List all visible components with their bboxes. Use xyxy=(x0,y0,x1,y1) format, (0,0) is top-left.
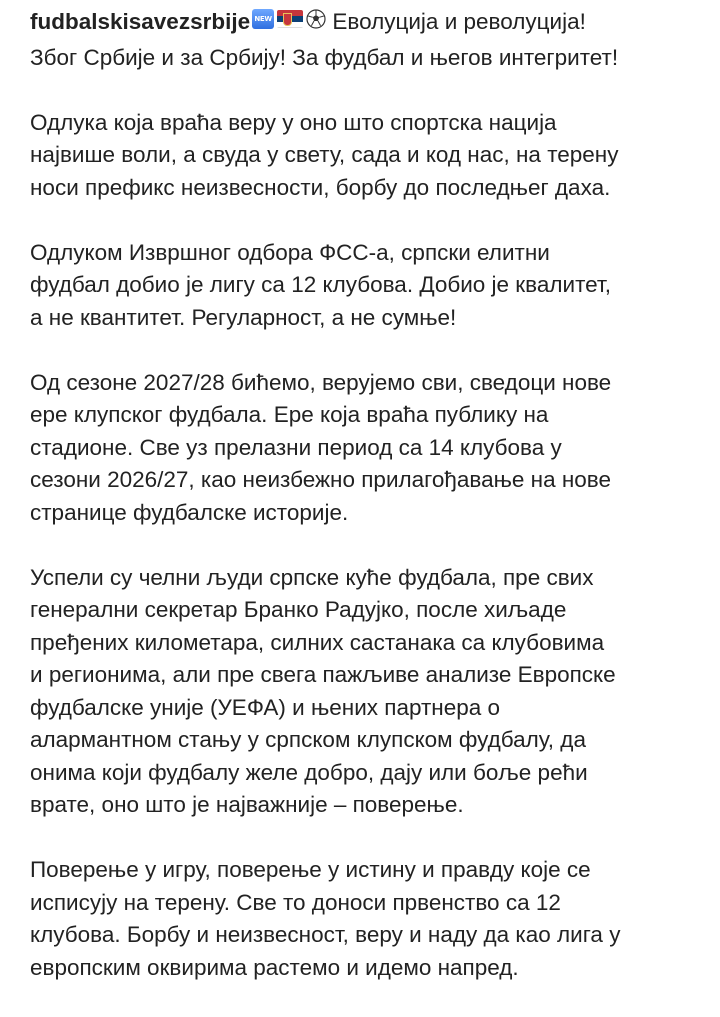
header-line-2: Због Србије и за Србију! За фудбал и његов интегритет! xyxy=(30,44,619,70)
paragraph-line: врате, оно што је најважније – поверење. xyxy=(30,792,464,817)
paragraph-line: Успели су челни људи српске куће фудбала, пре свих xyxy=(30,564,594,590)
post-caption xyxy=(30,6,714,1017)
paragraph-line: носи префикс неизвесности, борбу до последњег даха. xyxy=(30,174,611,200)
paragraph-line: генерални секретар Бранко Радујко, после хиљаде xyxy=(30,597,567,622)
serbia-flag-icon xyxy=(277,10,303,28)
new-button-icon: NEW xyxy=(252,9,274,29)
paragraph-line: пређених километара, силних састанака са клубовима xyxy=(30,629,605,655)
paragraph-line: фудбалске уније (УЕФА) и њених партнера о xyxy=(30,694,501,720)
paragraph-line: клубова. Борбу и неизвесност, веру и наду да као лига у xyxy=(30,922,621,947)
paragraph-line: Одлука која враћа веру у оно што спортска нација xyxy=(30,109,557,135)
soccer-ball-icon xyxy=(306,9,326,29)
caption-paragraph xyxy=(30,107,714,205)
paragraph-line: европским оквирима растемо и идемо напред. xyxy=(30,954,519,980)
paragraph-line: ере клупског фудбала. Ере која враћа публику на xyxy=(30,402,549,427)
caption-body xyxy=(30,107,714,985)
paragraph-line: Одлуком Извршног одбора ФСС-а, српски елитни xyxy=(30,239,550,265)
username[interactable]: fudbalskisavezsrbije xyxy=(30,9,251,34)
paragraph-line: и регионима, али пре свега пажљиве анализе Европске xyxy=(30,662,616,687)
paragraph-line: алармантном стању у српском клупском фудбалу, да xyxy=(30,727,586,752)
paragraph-line: сезони 2026/27, као неизбежно прилагођавање на нове xyxy=(30,467,612,492)
headline-text: Еволуција и револуција! xyxy=(332,9,586,34)
caption-paragraph xyxy=(30,367,714,530)
header-line-1 xyxy=(30,6,714,42)
paragraph-line: Од сезоне 2027/28 бићемо, верујемо сви, сведоци нове xyxy=(30,369,612,395)
paragraph-line: највише воли, а свуда у свету, сада и код нас, на терену xyxy=(30,142,619,167)
emoji-group xyxy=(252,9,326,42)
caption-header xyxy=(30,6,714,74)
paragraph-line: Поверење у игру, поверење у истину и правду које се xyxy=(30,857,591,882)
caption-paragraph xyxy=(30,237,714,335)
paragraph-line: стадионе. Све уз прелазни период са 14 клубова у xyxy=(30,434,562,460)
paragraph-line: а не квантитет. Регуларност, а не сумње! xyxy=(30,304,457,330)
caption-paragraph xyxy=(30,562,714,822)
paragraph-line: исписују на терену. Све то доноси првенство са 12 xyxy=(30,889,561,915)
caption-paragraph xyxy=(30,854,714,984)
paragraph-line: фудбал добио је лигу са 12 клубова. Добио је квалитет, xyxy=(30,272,611,297)
paragraph-line: странице фудбалске историје. xyxy=(30,499,349,525)
paragraph-line: онима који фудбалу желе добро, дају или боље рећи xyxy=(30,759,588,785)
